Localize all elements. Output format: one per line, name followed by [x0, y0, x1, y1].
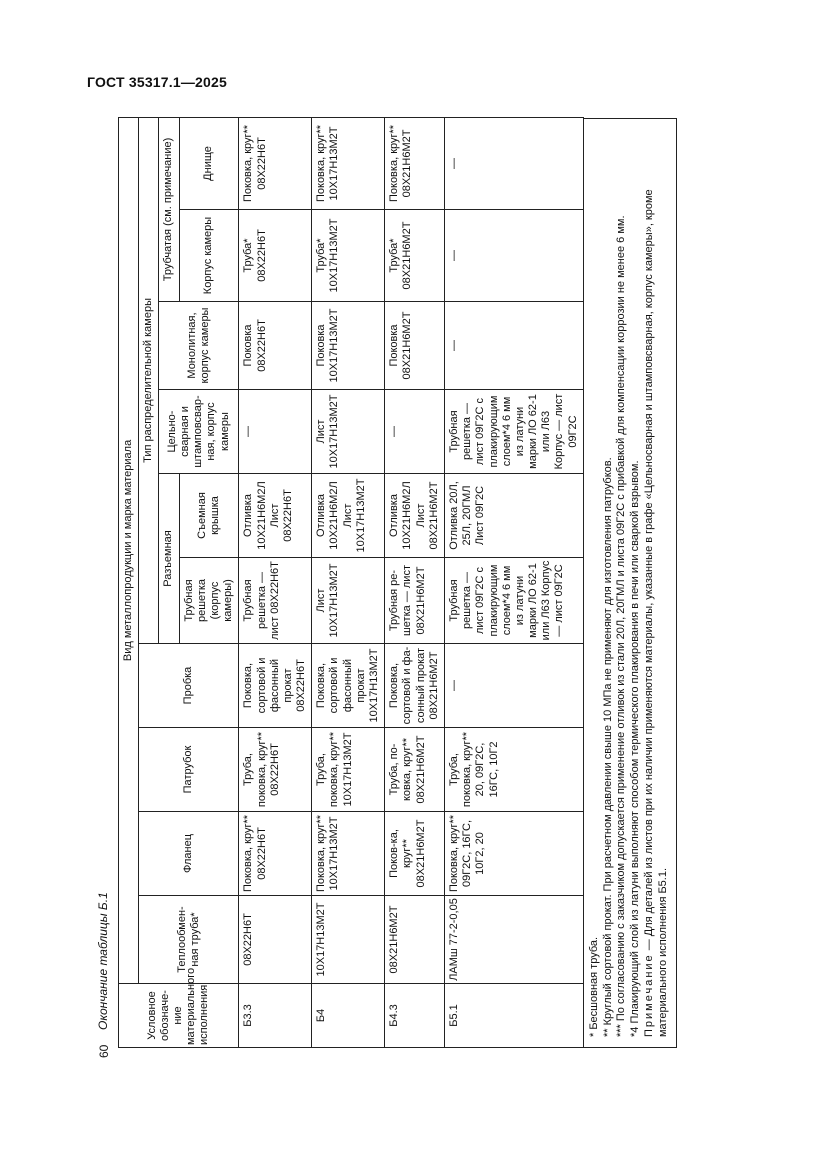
cell-tube: ЛАМш 77-2-0,05: [444, 896, 583, 984]
cell-tube: 08Х22Н6Т: [239, 896, 312, 984]
table-notes: [584, 118, 678, 1048]
header-tube-sheet: Трубная решетка (корпус камеры): [179, 558, 239, 644]
cell-plug: Поковка, сортовой и фасонный прокат 10Х17Н13М2Т: [312, 644, 385, 728]
table-caption: Окончание таблицы Б.1: [96, 892, 110, 1030]
header-monolithic: Монолитная, корпус камеры: [159, 302, 239, 390]
cell-cover: Отливка 10Х21Н6М2Л Лист 10Х17Н13М2Т: [312, 474, 385, 558]
cell-bottom: Поковка, круг** 10Х17Н13М2Т: [312, 117, 385, 209]
remark-label: Примечание: [642, 953, 655, 1037]
note-3: *** По согласованию с заказчиком допускается применение отливок из стали 20Л, 20ГМЛ и листа 09Г2С с прибавкой для компенсации коррозии не менее 6 мм.: [615, 215, 628, 1037]
note-1: * Бесшовная труба.: [587, 936, 600, 1037]
cell-welded: —: [385, 390, 445, 474]
header-plug: Пробка: [139, 644, 239, 728]
note-4: *4 Плакирующий слой из латуни выполняют способом термического плакирования в печи или сваркой взрывом.: [629, 460, 642, 1037]
cell-nozzle: Труба, поковка, круг** 08Х22Н6Т: [239, 728, 312, 812]
cell-tubular-body: Труба* 10Х17Н13М2Т: [312, 210, 385, 302]
cell-plug: —: [444, 644, 583, 728]
cell-tubular-body: Труба* 08Х21Н6М2Т: [385, 210, 445, 302]
cell-monolithic: Поковка 08Х22Н6Т: [239, 302, 312, 390]
cell-monolithic: Поковка 10Х17Н13М2Т: [312, 302, 385, 390]
cell-cover: Отливка 10Х21Н6М2Л Лист 08Х21Н6М2Т: [385, 474, 445, 558]
header-designation: Условное обозначе-ние материального исполнения: [119, 984, 239, 1048]
cell-tube: 10Х17Н13М2Т: [312, 896, 385, 984]
cell-welded: Лист 10Х17Н13М2Т: [312, 390, 385, 474]
cell-plug: Поковка, сортовой и фасонный прокат 08Х22Н6Т: [239, 644, 312, 728]
cell-welded: Трубная решетка — лист 09Г2С с плакирующим слоем*4 6 мм из латуни марки ЛО 62-1 или Л63 Корпус — лист 09Г2С: [444, 390, 583, 474]
cell-tube-sheet: Трубная решетка — лист 08Х22Н6Т: [239, 558, 312, 644]
cell-flange: Поковка, круг** 10Х17Н13М2Т: [312, 812, 385, 896]
page-number: 60: [97, 1044, 111, 1058]
cell-designation: Б4.3: [385, 984, 445, 1048]
note-2: ** Круглый сортовой прокат. При расчетном давлении свыше 10 МПа не применяют для изготовления патрубков.: [601, 457, 614, 1037]
cell-tube-sheet: Трубная ре-шетка — лист 08Х21Н6М2Т: [385, 558, 445, 644]
header-bottom: Днище: [179, 117, 239, 209]
cell-nozzle: Труба, поковка, круг** 20, 09Г2С, 16ГС, 10Г2: [444, 728, 583, 812]
header-flange: Фланец: [139, 812, 239, 896]
remark-text: — Для деталей из листов при их наличии применяются материалы, указанные в графе «Цельносварная и штамповсварная, корпус камеры», кроме материального исполнения Б5.1.: [642, 189, 669, 1037]
cell-flange: Поков-ка, круг** 08Х21Н6М2Т: [385, 812, 445, 896]
cell-bottom: Поковка, круг** 08Х22Н6Т: [239, 117, 312, 209]
cell-monolithic: Поковка 08Х21Н6М2Т: [385, 302, 445, 390]
cell-designation: Б4: [312, 984, 385, 1048]
cell-monolithic: —: [444, 302, 583, 390]
header-cover: Съемная крышка: [179, 474, 239, 558]
header-nozzle: Патрубок: [139, 728, 239, 812]
header-tubular-body: Корпус камеры: [179, 210, 239, 302]
cell-designation: Б3.3: [239, 984, 312, 1048]
remark: [643, 125, 671, 1037]
table-row: [239, 117, 312, 1047]
table-row: [385, 117, 445, 1047]
table-row: [312, 117, 385, 1047]
cell-tube-sheet: Лист 10Х17Н13М2Т: [312, 558, 385, 644]
cell-cover: Отливка 20Л, 25Л, 20ГМЛ Лист 09Г2С: [444, 474, 583, 558]
cell-bottom: —: [444, 117, 583, 209]
cell-flange: Поковка, круг** 08Х22Н6Т: [239, 812, 312, 896]
cell-tubular-body: Труба* 08Х22Н6Т: [239, 210, 312, 302]
cell-nozzle: Труба, по-ковка, круг** 08Х21Н6М2Т: [385, 728, 445, 812]
document-title: ГОСТ 35317.1—2025: [87, 74, 227, 90]
header-tubular: Трубчатая (см. примечание): [159, 117, 179, 301]
table-row: [444, 117, 583, 1047]
cell-flange: Поковка, круг** 09Г2С, 16ГС, 10Г2, 20: [444, 812, 583, 896]
cell-tubular-body: —: [444, 210, 583, 302]
cell-designation: Б5.1: [444, 984, 583, 1048]
header-detachable: Разъемная: [159, 474, 179, 644]
header-welded: Цельно-сварная и штамповсвар-ная, корпус камеры: [159, 390, 239, 474]
cell-bottom: Поковка, круг** 08Х21Н6М2Т: [385, 117, 445, 209]
cell-cover: Отливка 10Х21Н6М2Л Лист 08Х22Н6Т: [239, 474, 312, 558]
header-group: Вид металлопродукции и марка материала: [119, 117, 139, 983]
cell-nozzle: Труба, поковка, круг** 10Х17Н13М2Т: [312, 728, 385, 812]
header-chamber-type: Тип распределительной камеры: [139, 117, 159, 643]
cell-welded: —: [239, 390, 312, 474]
cell-plug: Поковка, сортовой и фа-сонный прокат 08Х21Н6М2Т: [385, 644, 445, 728]
materials-table: [118, 117, 584, 1048]
cell-tube: 08Х21Н6М2Т: [385, 896, 445, 984]
header-tube: Теплообмен-ная труба*: [139, 896, 239, 984]
rotated-table-block: [118, 118, 736, 1048]
cell-tube-sheet: Трубная решетка — лист 09Г2С с плакирующим слоем*4 6 мм из латуни марки ЛО 62-1 или Л63 Корпус — лист 09Г2С: [444, 558, 583, 644]
